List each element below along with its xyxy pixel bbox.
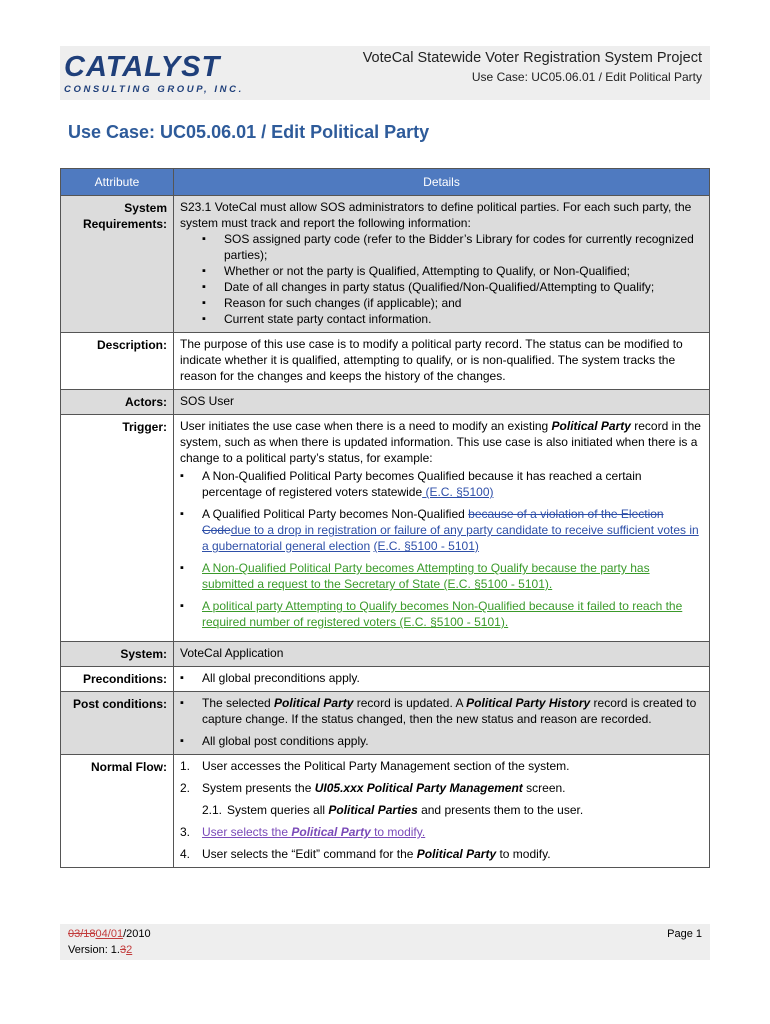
flow-step: 1. User accesses the Political Party Management section of the system. bbox=[180, 759, 570, 773]
inserted-text: due to a drop in registration or failure of any party candidate to receive sufficient votes in a gubernatorial general election bbox=[202, 523, 699, 553]
use-case-table bbox=[60, 168, 710, 868]
project-title: VoteCal Statewide Voter Registration System Project bbox=[362, 50, 702, 66]
list-item: ▪ Date of all changes in party status (Qualified/Non-Qualified/Attempting to Qualify; bbox=[180, 279, 703, 295]
row-label-trigger: Trigger: bbox=[61, 415, 174, 642]
page-footer bbox=[60, 924, 710, 960]
normal-flow-details bbox=[174, 755, 710, 868]
header-use-case: Use Case: UC05.06.01 / Edit Political Party bbox=[471, 70, 702, 84]
system-text: VoteCal Application bbox=[174, 642, 710, 667]
footer-date: 03/1804/01/2010 bbox=[68, 928, 151, 940]
column-header-attribute: Attribute bbox=[61, 169, 174, 196]
table-row bbox=[61, 692, 710, 755]
table-row bbox=[61, 642, 710, 667]
row-label-postconditions: Post conditions: bbox=[61, 692, 174, 755]
table-row bbox=[61, 415, 710, 642]
description-text: The purpose of this use case is to modify a political party record. The status can be modified to indicate whether it is qualified, attempting to qualify, or is non-qualified. The system tracks the reason for the changes and keeps the history of the changes. bbox=[174, 333, 710, 390]
list-item: ▪ Current state party contact information. bbox=[180, 311, 703, 327]
list-item bbox=[180, 598, 703, 630]
list-item: ▪ All global post conditions apply. bbox=[180, 733, 703, 749]
inserted-text: (E.C. §5100 - 5101) bbox=[373, 539, 479, 553]
inserted-text: (E.C. §5100) bbox=[422, 485, 494, 499]
flow-substep: 2.1. System queries all Political Parties and presents them to the user. bbox=[202, 803, 584, 817]
list-item: ▪ The selected Political Party record is updated. A Political Party History record is created to capture change. If the status changed, then the new status and reason are recorded. bbox=[180, 695, 703, 727]
preconditions-list bbox=[180, 670, 703, 686]
trigger-details bbox=[174, 415, 710, 642]
row-label-actors: Actors: bbox=[61, 390, 174, 415]
inserted-text: User selects the Political Party to modify. bbox=[202, 825, 426, 839]
postconditions-list bbox=[180, 695, 703, 749]
column-header-details: Details bbox=[174, 169, 710, 196]
list-item: ▪ All global preconditions apply. bbox=[180, 670, 703, 686]
list-item: ▪ SOS assigned party code (refer to the Bidder’s Library for codes for currently recognized parties); bbox=[180, 231, 703, 263]
page-header bbox=[60, 46, 710, 100]
list-item: ▪ A Qualified Political Party becomes Non-Qualified because of a violation of the Election Codedue to a drop in registration or failure of any party candidate to receive sufficient votes in a gubernatorial general election (E.C. §5100 - 5101) bbox=[180, 506, 703, 554]
deleted-text: because of a violation of the Election Code bbox=[202, 507, 664, 537]
inserted-text: A political party Attempting to Qualify becomes Non-Qualified because it failed to reach the required number of registered voters (E.C. §5100 - 5101). bbox=[202, 599, 683, 629]
list-item bbox=[180, 560, 703, 592]
trigger-intro: User initiates the use case when there is a need to modify an existing Political Party record in the system, such as when there is updated information. This use case is also initiated when there is a change to a political party’s status, for example: bbox=[180, 419, 701, 465]
preconditions-details bbox=[174, 667, 710, 692]
table-row bbox=[61, 333, 710, 390]
row-label-system: System: bbox=[61, 642, 174, 667]
flow-step: 2. System presents the UI05.xxx Political Party Management screen. bbox=[180, 781, 566, 795]
inserted-text: 2 bbox=[126, 944, 133, 956]
list-item: ▪ A Non-Qualified Political Party becomes Qualified because it has reached a certain percentage of registered voters statewide (E.C. §5100) bbox=[180, 468, 703, 500]
footer-version: Version: 1.32 bbox=[68, 944, 133, 956]
flow-step: 3. User selects the Political Party to modify. bbox=[180, 825, 426, 839]
table-row bbox=[61, 390, 710, 415]
system-requirements-details bbox=[174, 196, 710, 333]
row-label-preconditions: Preconditions: bbox=[61, 667, 174, 692]
deleted-text: 03/18 bbox=[68, 928, 96, 940]
list-item: ▪ Reason for such changes (if applicable); and bbox=[180, 295, 703, 311]
postconditions-details bbox=[174, 692, 710, 755]
flow-step: 4. User selects the “Edit” command for the Political Party to modify. bbox=[180, 847, 551, 861]
table-header-row bbox=[61, 169, 710, 196]
trigger-list bbox=[180, 468, 703, 630]
inserted-text: 04/01 bbox=[95, 928, 124, 940]
table-row bbox=[61, 755, 710, 868]
row-label-description: Description: bbox=[61, 333, 174, 390]
company-logo-subtitle: CONSULTING GROUP, INC. bbox=[64, 84, 244, 95]
company-logo: CATALYST bbox=[64, 51, 221, 83]
requirements-list bbox=[180, 231, 703, 327]
actors-text: SOS User bbox=[174, 390, 710, 415]
list-item: ▪ Whether or not the party is Qualified, Attempting to Qualify, or Non-Qualified; bbox=[180, 263, 703, 279]
row-label-normal-flow: Normal Flow: bbox=[61, 755, 174, 868]
inserted-text: A Non-Qualified Political Party becomes Attempting to Qualify because the party has submitted a request to the Secretary of State (E.C. §5100 - 5101). bbox=[202, 561, 650, 591]
system-requirements-intro: S23.1 VoteCal must allow SOS administrators to define political parties. For each such party, the system must track and report the following information: bbox=[180, 200, 692, 230]
table-row bbox=[61, 667, 710, 692]
row-label-system-requirements: System Requirements: bbox=[61, 196, 174, 333]
page-title: Use Case: UC05.06.01 / Edit Political Party bbox=[68, 122, 430, 142]
normal-flow-steps bbox=[180, 758, 703, 862]
table-row bbox=[61, 196, 710, 333]
page-number: Page 1 bbox=[667, 928, 702, 940]
deleted-text: 3 bbox=[119, 944, 127, 956]
